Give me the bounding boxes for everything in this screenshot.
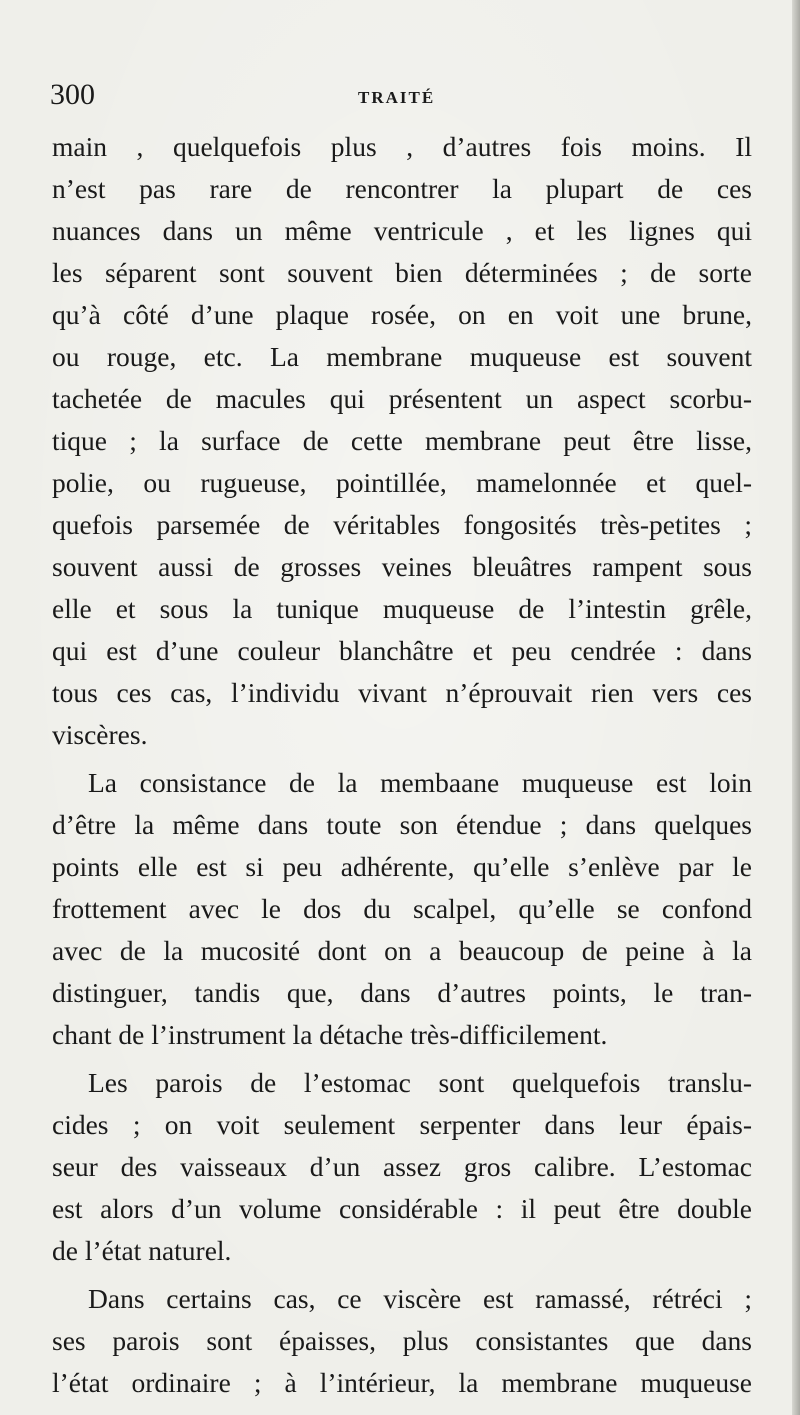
text-line: viscères. [52,719,148,750]
text-line: main , quelquefois plus , d’autres fois moins. Il [52,131,752,162]
text-line: de l’état naturel. [52,1235,232,1266]
text-line: chant de l’instrument la détache très-difficilement. [52,1019,608,1050]
text-line: ses parois sont épaisses, plus consistantes que dans [52,1325,752,1356]
text-line: est alors d’un volume considérable : il peut être double [52,1193,752,1224]
page-edge [792,0,800,1415]
paragraph [52,1278,752,1404]
text-line: n’est pas rare de rencontrer la plupart de ces [52,173,752,204]
text-line: Les parois de l’estomac sont quelquefois translu- [88,1067,752,1098]
text-line: points elle est si peu adhérente, qu’elle s’enlève par le [52,851,752,882]
text-line: l’état ordinaire ; à l’intérieur, la membrane muqueuse [52,1367,752,1398]
text-line: elle et sous la tunique muqueuse de l’intestin grêle, [52,593,752,624]
text-line: La consistance de la membaane muqueuse est loin [88,767,752,798]
paragraph [52,126,752,756]
text-line: Dans certains cas, ce viscère est ramassé, rétréci ; [88,1283,752,1314]
text-line: les séparent sont souvent bien déterminées ; de sorte [52,257,752,288]
text-line: tachetée de macules qui présentent un aspect scorbu- [52,383,752,414]
text-line: polie, ou rugueuse, pointillée, mamelonnée et quel- [52,467,752,498]
text-line: ou rouge, etc. La membrane muqueuse est souvent [52,341,752,372]
text-line: qui est d’une couleur blanchâtre et peu cendrée : dans [52,635,752,666]
text-line: qu’à côté d’une plaque rosée, on en voit une brune, [52,299,752,330]
paragraph [52,1062,752,1272]
text-line: nuances dans un même ventricule , et les lignes qui [52,215,752,246]
paragraph [52,762,752,1056]
text-line: souvent aussi de grosses veines bleuâtres rampent sous [52,551,752,582]
text-line: seur des vaisseaux d’un assez gros calibre. L’estomac [52,1151,752,1182]
page-number: 300 [50,78,95,111]
text-line: tous ces cas, l’individu vivant n’éprouvait rien vers ces [52,677,752,708]
text-line: d’être la même dans toute son étendue ; dans quelques [52,809,752,840]
text-line: avec de la mucosité dont on a beaucoup de peine à la [52,935,752,966]
text-line: tique ; la surface de cette membrane peut être lisse, [52,425,752,456]
text-line: frottement avec le dos du scalpel, qu’elle se confond [52,893,752,924]
text-line: distinguer, tandis que, dans d’autres points, le tran- [52,977,752,1008]
text-line: cides ; on voit seulement serpenter dans leur épais- [52,1109,752,1140]
page-header [50,78,752,118]
text-line: quefois parsemée de véritables fongosités très-petites ; [52,509,752,540]
body-text [52,126,752,1404]
running-head: TRAITÉ [358,88,436,107]
